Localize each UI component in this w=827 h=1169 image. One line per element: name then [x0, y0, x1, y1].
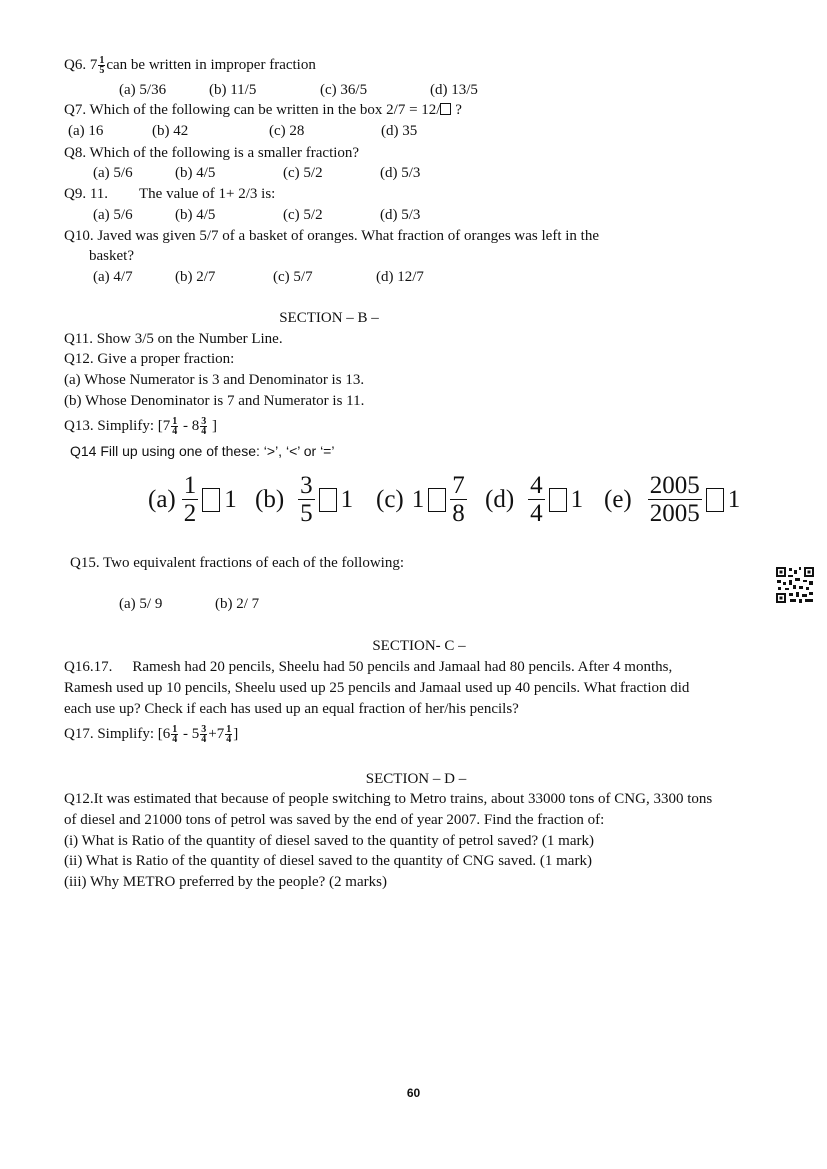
q14-c-left: 1 — [411, 485, 425, 513]
q16-line1 — [64, 658, 672, 676]
q6-den: 5 — [99, 65, 105, 77]
q16-label: Q16.17. — [64, 659, 113, 675]
q14-a-label: (a) — [148, 485, 176, 513]
q14-e-right: 1 — [727, 485, 741, 513]
q14-c-box[interactable] — [428, 488, 446, 512]
q9-option-a: (a) 5/6 — [93, 207, 133, 223]
q13-den-2: 4 — [201, 426, 207, 438]
q14-question: Q14 Fill up using one of these: ‘>’, ‘<’ or ‘=’ — [70, 443, 335, 459]
q12-part-b: (b) Whose Denominator is 7 and Numerator is 11. — [64, 393, 365, 409]
q14-b-label: (b) — [255, 485, 285, 513]
q7-box — [440, 103, 451, 115]
q10-option-c: (c) 5/7 — [273, 269, 313, 285]
q9-option-c: (c) 5/2 — [283, 207, 323, 223]
q14-item-c — [376, 472, 467, 527]
q13-fraction-2 — [200, 417, 207, 436]
q13-whole-1: 7 — [162, 418, 171, 434]
q6-option-a: (a) 5/36 — [119, 82, 167, 98]
q6-option-d: (d) 13/5 — [430, 82, 478, 98]
q14-e-fraction — [648, 472, 702, 527]
q9-label: Q9. 11. — [64, 186, 109, 202]
q14-item-b — [255, 472, 353, 527]
q11-question: Q11. Show 3/5 on the Number Line. — [64, 331, 283, 347]
q8-option-c: (c) 5/2 — [283, 165, 323, 181]
q14-a-num: 1 — [183, 472, 197, 499]
q12d-part-iii: (iii) Why METRO preferred by the people? (2 marks) — [64, 874, 387, 890]
q16-line2: Ramesh used up 10 pencils, Sheelu used up 25 pencils and Jamaal used up 40 pencils. What fraction did — [64, 680, 690, 696]
q17-num-2: 3 — [201, 724, 207, 736]
q14-d-num: 4 — [530, 472, 543, 499]
q8-question: Q8. Which of the following is a smaller fraction? — [64, 145, 360, 161]
q14-b-right: 1 — [340, 485, 354, 513]
q14-b-fraction — [298, 472, 315, 527]
q14-d-den: 4 — [530, 500, 543, 527]
q14-c-num: 7 — [452, 472, 465, 499]
q13-whole-2: 8 — [191, 418, 200, 434]
q12d-line1: Q12.It was estimated that because of people switching to Metro trains, about 33000 tons of CNG, 3300 tons — [64, 791, 713, 807]
section-d-heading: SECTION – D – — [365, 771, 467, 787]
q17-question — [64, 725, 238, 744]
q6-fraction — [98, 56, 105, 75]
q16-line1-text: Ramesh had 20 pencils, Sheelu had 50 pencils and Jamaal had 80 pencils. After 4 months, — [132, 659, 673, 675]
q7-option-d: (d) 35 — [381, 123, 418, 139]
q17-num-1: 1 — [172, 724, 178, 736]
page-number: 60 — [406, 1086, 421, 1100]
q13-minus: - — [179, 418, 192, 434]
q6-option-c: (c) 36/5 — [320, 82, 368, 98]
q13-end: ] — [208, 418, 218, 434]
q8-option-a: (a) 5/6 — [93, 165, 133, 181]
q17-whole-1: 6 — [162, 726, 171, 742]
q14-c-label: (c) — [376, 485, 404, 513]
q12d-part-i: (i) What is Ratio of the quantity of diesel saved to the quantity of petrol saved? (1 mark) — [64, 833, 594, 849]
q15-question: Q15. Two equivalent fractions of each of the following: — [70, 555, 404, 571]
q8-option-b: (b) 4/5 — [175, 165, 216, 181]
q9-question: The value of 1+ 2/3 is: — [139, 186, 276, 202]
q14-e-label: (e) — [604, 485, 632, 513]
q14-d-label: (d) — [485, 485, 515, 513]
q14-item-a — [148, 472, 237, 527]
q15-part-a: (a) 5/ 9 — [119, 596, 163, 612]
q17-fraction-3 — [225, 725, 232, 744]
q17-end: ] — [233, 726, 239, 742]
q14-c-fraction — [450, 472, 467, 527]
q15-part-b: (b) 2/ 7 — [215, 596, 260, 612]
q6-option-b: (b) 11/5 — [209, 82, 257, 98]
q17-fraction-2 — [200, 725, 207, 744]
q8-option-d: (d) 5/3 — [380, 165, 421, 181]
q7-option-a: (a) 16 — [68, 123, 104, 139]
q17-minus: - — [179, 726, 192, 742]
q14-e-num: 2005 — [649, 472, 700, 499]
q10-option-a: (a) 4/7 — [93, 269, 133, 285]
q14-a-box[interactable] — [202, 488, 220, 512]
q7-option-c: (c) 28 — [269, 123, 305, 139]
q13-num-1: 1 — [172, 416, 178, 428]
q13-text: Q13. Simplify: [ — [64, 418, 163, 434]
q14-b-num: 3 — [300, 472, 313, 499]
q6-label: Q6. — [64, 57, 87, 73]
q14-e-box[interactable] — [706, 488, 724, 512]
q14-b-box[interactable] — [319, 488, 337, 512]
q17-den-1: 4 — [172, 734, 178, 746]
q14-d-box[interactable] — [549, 488, 567, 512]
q14-b-den: 5 — [300, 500, 313, 527]
q12d-line2: of diesel and 21000 tons of petrol was saved by the end of year 2007. Find the fraction of: — [64, 812, 605, 828]
q16-line3: each use up? Check if each has used up an equal fraction of her/his pencils? — [64, 701, 519, 717]
q10-option-b: (b) 2/7 — [175, 269, 216, 285]
q17-den-2: 4 — [201, 734, 207, 746]
q14-e-den: 2005 — [649, 500, 700, 527]
q14-d-right: 1 — [570, 485, 584, 513]
q7-option-b: (b) 42 — [152, 123, 189, 139]
q9-option-b: (b) 4/5 — [175, 207, 216, 223]
q9-option-d: (d) 5/3 — [380, 207, 421, 223]
q17-fraction-1 — [171, 725, 178, 744]
q17-whole-2: 5 — [191, 726, 200, 742]
q14-item-e — [604, 472, 740, 527]
q7-question — [64, 101, 462, 119]
q10-question-line2: basket? — [89, 248, 134, 264]
q6-question — [64, 56, 316, 75]
q14-a-right: 1 — [224, 485, 237, 513]
q12-part-a: (a) Whose Numerator is 3 and Denominator is 13. — [64, 372, 365, 388]
q17-text: Q17. Simplify: [ — [64, 726, 163, 742]
q14-item-d — [485, 472, 583, 527]
q14-d-fraction — [528, 472, 545, 527]
q10-question-line1: Q10. Javed was given 5/7 of a basket of oranges. What fraction of oranges was left in the — [64, 228, 599, 244]
q17-num-3: 1 — [226, 724, 232, 736]
q6-num: 1 — [99, 55, 105, 67]
section-c-heading: SECTION- C – — [372, 638, 466, 654]
q17-plus: + — [208, 726, 217, 742]
q17-den-3: 4 — [226, 734, 232, 746]
q13-fraction-1 — [171, 417, 178, 436]
q17-whole-3: 7 — [216, 726, 225, 742]
q14-a-den: 2 — [183, 500, 197, 527]
q13-question — [64, 417, 217, 436]
q12-question: Q12. Give a proper fraction: — [64, 351, 235, 367]
q6-whole: 7 — [89, 57, 98, 73]
section-b-heading: SECTION – B – — [279, 310, 379, 326]
q13-den-1: 4 — [172, 426, 178, 438]
q7-text: Q7. Which of the following can be written in the box 2/7 = 12/ — [64, 102, 441, 118]
q14-c-den: 8 — [452, 500, 465, 527]
q12d-part-ii: (ii) What is Ratio of the quantity of diesel saved to the quantity of CNG saved. (1 mark) — [64, 853, 592, 869]
q7-tail: ? — [455, 102, 462, 118]
q13-num-2: 3 — [201, 416, 207, 428]
qr-code-icon — [775, 566, 815, 604]
q6-text: can be written in improper fraction — [106, 57, 316, 73]
q14-a-fraction — [182, 472, 199, 527]
q10-option-d: (d) 12/7 — [376, 269, 424, 285]
